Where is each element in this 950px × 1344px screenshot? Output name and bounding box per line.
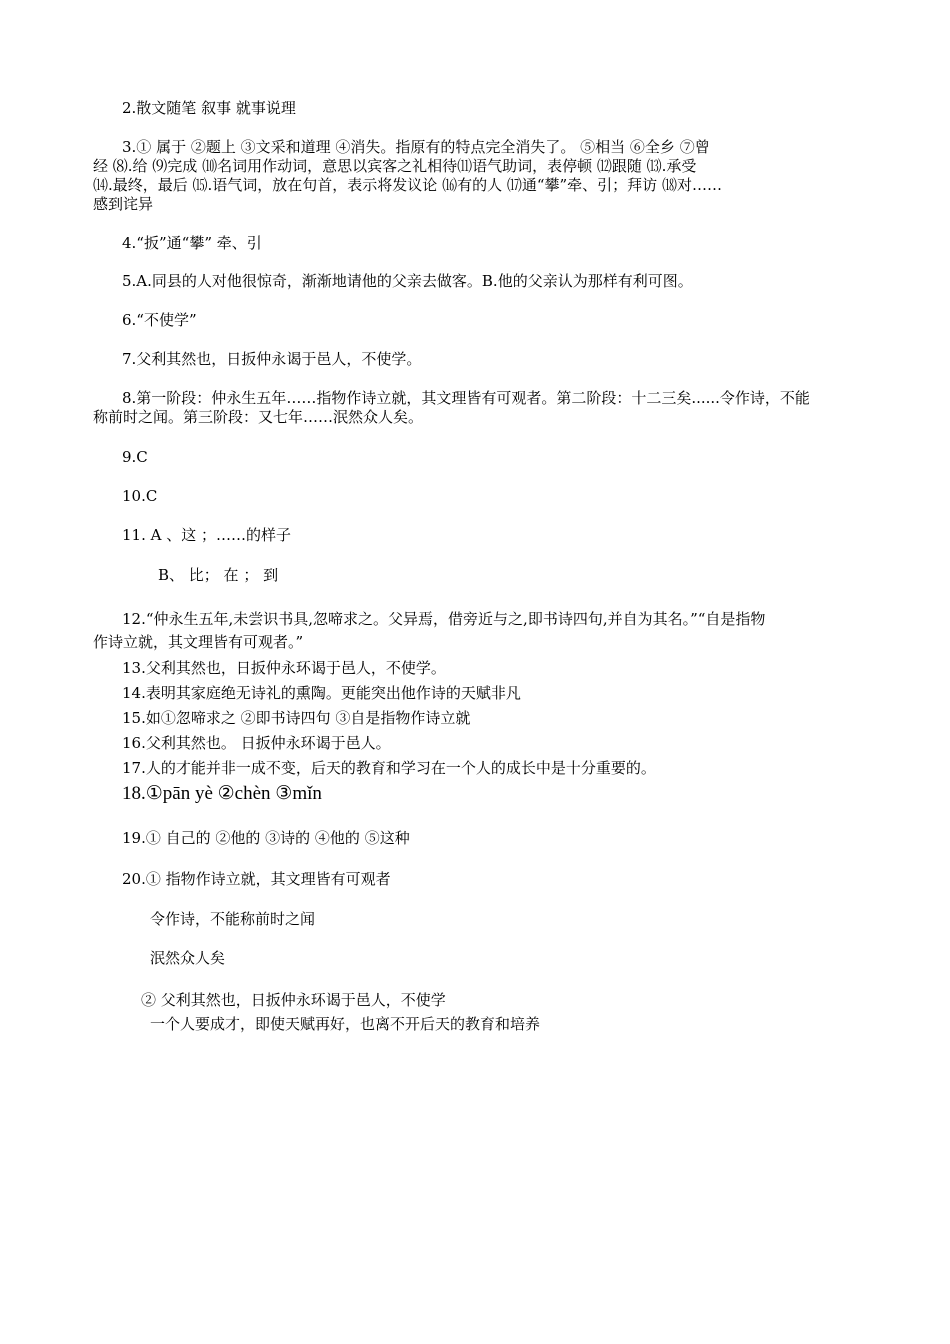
answer-19: 19.① 自己的 ②他的 ③诗的 ④他的 ⑤这种 [122, 829, 410, 847]
answer-20-line-1: 20.① 指物作诗立就，其文理皆有可观者 [122, 870, 391, 888]
answer-8-line-1: 8.第一阶段：仲永生五年……指物作诗立就，其文理皆有可观者。第二阶段：十二三矣......令作诗，不能 [122, 389, 810, 407]
answer-20-line-5: 一个人要成才，即使天赋再好，也离不开后天的教育和培养 [150, 1015, 541, 1033]
answer-13: 13.父利其然也，日扳仲永环谒于邑人，不使学。 [122, 659, 446, 677]
answer-17: 17.人的才能并非一成不变，后天的教育和学习在一个人的成长中是十分重要的。 [122, 759, 656, 777]
answer-20-line-4: ② 父利其然也，日扳仲永环谒于邑人，不使学 [141, 991, 446, 1009]
answer-5: 5.A.同县的人对他很惊奇，渐渐地请他的父亲去做客。B.他的父亲认为那样有利可图。 [122, 272, 693, 290]
answer-20-line-3: 泯然众人矣 [150, 949, 226, 967]
answer-3-line-3: ⒁.最终，最后 ⒂.语气词，放在句首，表示将发议论 ⒃有的人 ⒄通“攀”牵、引；拜访 ⒅对…… [93, 176, 722, 194]
answer-18: 18.①pān yè ②chèn ③mǐn [122, 783, 322, 804]
answer-3-line-2: 经 ⑻.给 ⑼完成 ⑽名词用作动词，意思以宾客之礼相待⑾语气助词，表停顿 ⑿跟随 ⒀.承受 [93, 157, 697, 175]
answer-11-line-1: 11. A 、这 ；……的样子 [122, 526, 291, 544]
answer-14: 14.表明其家庭绝无诗礼的熏陶。更能突出他作诗的天赋非凡 [122, 684, 521, 702]
answer-10: 10.C [122, 487, 158, 505]
answer-3-line-1: 3.① 属于 ②题上 ③文采和道理 ④消失。指原有的特点完全消失了。 ⑤相当 ⑥全乡 ⑦曾 [122, 138, 710, 156]
answer-15: 15.如①忽啼求之 ②即书诗四句 ③自是指物作诗立就 [122, 709, 471, 727]
answer-20-line-2: 令作诗，不能称前时之闻 [150, 910, 316, 928]
answer-11-line-2: B、 比； 在 ； 到 [158, 566, 279, 584]
answer-8-line-2: 称前时之闻。第三阶段：又七年……泯然众人矣。 [93, 408, 424, 426]
answer-16: 16.父利其然也。 日扳仲永环谒于邑人。 [122, 734, 391, 752]
answer-6: 6.“不使学” [122, 311, 197, 329]
answer-12-line-2: 作诗立就，其文理皆有可观者。” [93, 633, 304, 651]
answer-4: 4.“扳”通“攀” 牵、引 [122, 234, 262, 252]
answer-3-line-4: 感到诧异 [93, 195, 154, 213]
answer-2: 2.散文随笔 叙事 就事说理 [122, 99, 296, 117]
answer-9: 9.C [122, 448, 148, 466]
answer-12-line-1: 12.“仲永生五年,未尝识书具,忽啼求之。父异焉，借旁近与之,即书诗四句,并自为其名。”“自是指物 [122, 610, 766, 628]
answer-7: 7.父利其然也，日扳仲永谒于邑人，不使学。 [122, 350, 422, 368]
